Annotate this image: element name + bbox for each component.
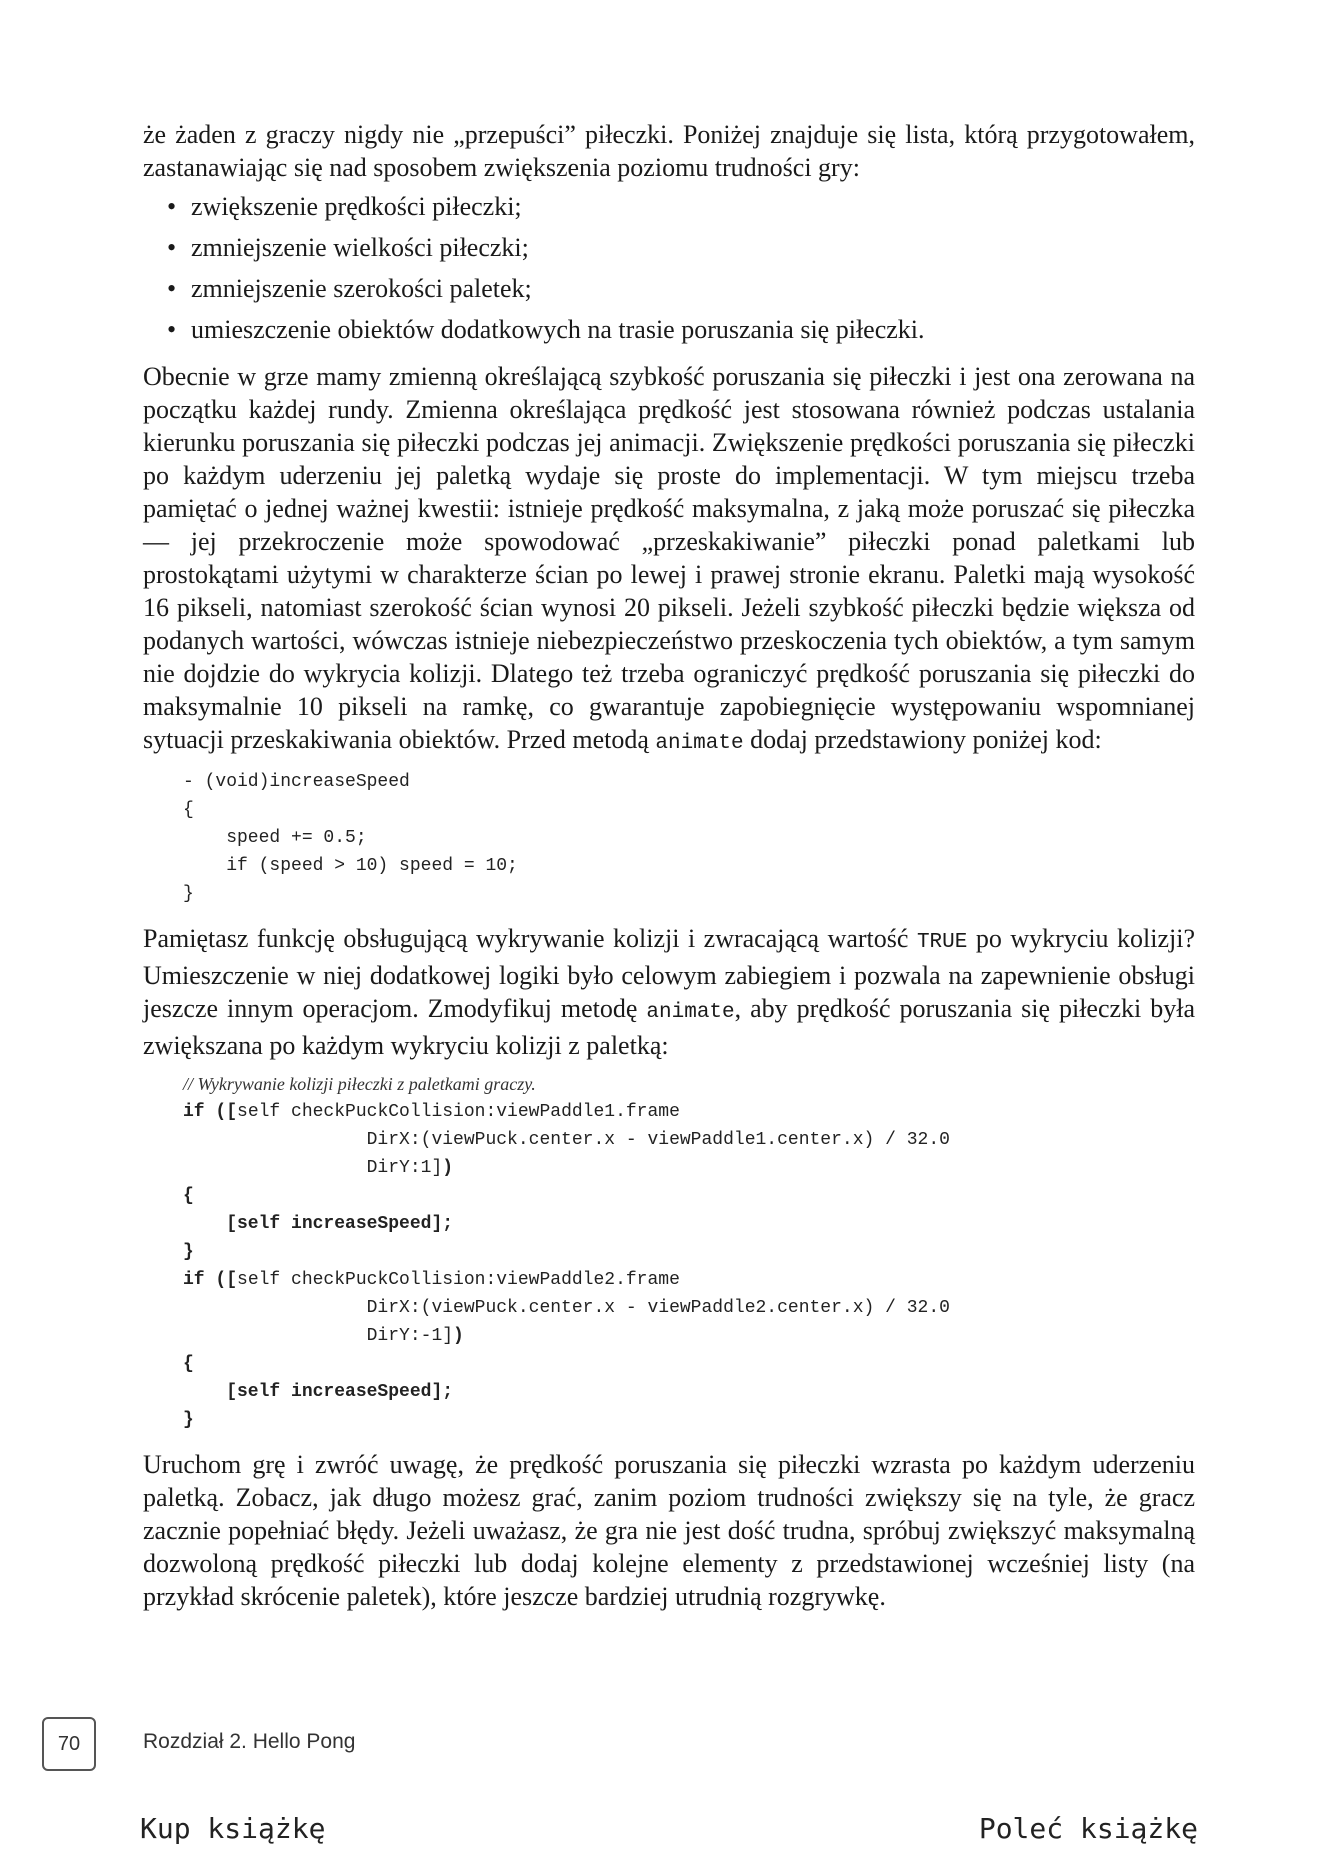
difficulty-list <box>143 190 1195 346</box>
code-line <box>183 1154 1195 1182</box>
chapter-title: Rozdział 2. Hello Pong <box>143 1730 356 1753</box>
list-item: • umieszczenie obiektów dodatkowych na trasie poruszania się piłeczki. <box>191 313 1195 346</box>
code-line: DirX:(viewPuck.center.x - viewPaddle1.center.x) / 32.0 <box>183 1130 950 1150</box>
code-block-collision <box>183 1070 1195 1434</box>
code-line: } <box>183 1410 194 1430</box>
code-line <box>183 1098 1195 1126</box>
list-item: • zmniejszenie wielkości piłeczki; <box>191 231 1195 264</box>
code-line: } <box>183 884 194 904</box>
list-item: • zwiększenie prędkości piłeczki; <box>191 190 1195 223</box>
code-text: self checkPuckCollision:viewPaddle2.frame <box>237 1270 680 1290</box>
code-line: [self increaseSpeed]; <box>183 1382 454 1402</box>
code-text: DirY:-1] <box>183 1326 454 1346</box>
code-line: { <box>183 800 194 820</box>
recommend-book-link[interactable]: Poleć książkę <box>978 1812 1198 1845</box>
code-keyword: if ([ <box>183 1102 238 1122</box>
speed-paragraph-tail: dodaj przedstawiony poniżej kod: <box>750 725 1102 754</box>
code-line: [self increaseSpeed]; <box>183 1214 454 1234</box>
collision-paragraph <box>143 922 1195 1062</box>
code-line: } <box>183 1242 194 1262</box>
page-content <box>143 118 1195 1613</box>
code-comment: // Wykrywanie kolizji piłeczki z paletkami graczy. <box>183 1074 536 1094</box>
inline-code-true: TRUE <box>916 931 968 954</box>
code-keyword: if ([ <box>183 1270 238 1290</box>
code-line: if (speed > 10) speed = 10; <box>183 856 518 876</box>
code-line: { <box>183 1354 194 1374</box>
collision-paragraph-text: , aby prędkość poruszania się piłeczki była zwiększana po każdym wykryciu kolizji z paletką: <box>143 994 1196 1060</box>
code-line: DirX:(viewPuck.center.x - viewPaddle2.center.x) / 32.0 <box>183 1298 950 1318</box>
code-line: speed += 0.5; <box>183 828 367 848</box>
code-keyword: ) <box>442 1158 454 1178</box>
code-keyword: ) <box>453 1326 464 1346</box>
intro-paragraph: że żaden z graczy nigdy nie „przepuści” piłeczki. Poniżej znajduje się lista, którą przygotowałem, zastanawiając się nad sposobem zwiększenia poziomu trudności gry: <box>143 120 1195 182</box>
list-item: • zmniejszenie szerokości paletek; <box>191 272 1195 305</box>
collision-paragraph-text: Pamiętasz funkcję obsługującą wykrywanie kolizji i zwracającą wartość <box>143 924 909 953</box>
code-text: DirY:1] <box>183 1158 443 1178</box>
buy-book-link[interactable]: Kup książkę <box>140 1812 326 1845</box>
page-number-box <box>42 1717 96 1771</box>
inline-code-animate: animate <box>646 1001 735 1024</box>
final-paragraph: Uruchom grę i zwróć uwagę, że prędkość poruszania się piłeczki wzrasta po każdym uderzeniu paletką. Zobacz, jak długo możesz grać, zanim poziom trudności zwiększy się na tyle, że gracz zacznie popełniać błędy. Jeżeli uważasz, że gra nie jest dość trudna, spróbuj zwiększyć maksymalną dozwoloną prędkość piłeczki lub dodaj kolejne elementy z przedstawionej wcześniej listy (na przykład skrócenie paletek), które jeszcze bardziej utrudnią rozgrywkę. <box>143 1450 1195 1611</box>
code-block-increase-speed <box>183 768 1195 908</box>
inline-code-animate: animate <box>655 732 744 755</box>
speed-paragraph-text: Obecnie w grze mamy zmienną określającą szybkość poruszania się piłeczki i jest ona zerowana na początku każdej rundy. Zmienna określająca prędkość jest stosowana również podczas ustalania kierunku poruszania się piłeczki podczas jej animacji. Zwiększenie prędkości poruszania się piłeczki po każdym uderzeniu jej paletką wydaje się proste do implementacji. W tym miejscu trzeba pamiętać o jednej ważnej kwestii: istnieje prędkość maksymalna, z jaką może poruszać się piłeczka — jej przekroczenie może spowodować „przeskakiwanie” piłeczki ponad paletkami lub prostokątami użytymi w charakterze ścian po lewej i prawej stronie ekranu. Paletki mają wysokość 16 pikseli, natomiast szerokość ścian wynosi 20 pikseli. Jeżeli szybkość piłeczki będzie większa od podanych wartości, wówczas istnieje niebezpieczeństwo przeskoczenia tych obiektów, a tym samym nie dojdzie do wykrycia kolizji. Dlatego też trzeba ograniczyć prędkość poruszania się piłeczki do maksymalnie 10 pikseli na ramkę, co gwarantuje zapobiegnięcie występowaniu wspomnianej sytuacji przeskakiwania obiektów. Przed metodą <box>143 362 1195 754</box>
speed-paragraph <box>143 360 1195 760</box>
code-line: { <box>183 1186 194 1206</box>
code-line <box>183 1266 1195 1294</box>
collision-paragraph-text: po wykryciu kolizji? Umieszczenie w niej dodatkowej logiki było celowym zabiegiem i pozwala na zapewnienie obsługi jeszcze innym operacjom. Zmodyfikuj metodę <box>143 924 1196 1023</box>
code-text: self checkPuckCollision:viewPaddle1.frame <box>237 1102 680 1122</box>
page-number: 70 <box>57 1732 81 1755</box>
code-line: - (void)increaseSpeed <box>183 772 410 792</box>
code-line <box>183 1322 1195 1350</box>
